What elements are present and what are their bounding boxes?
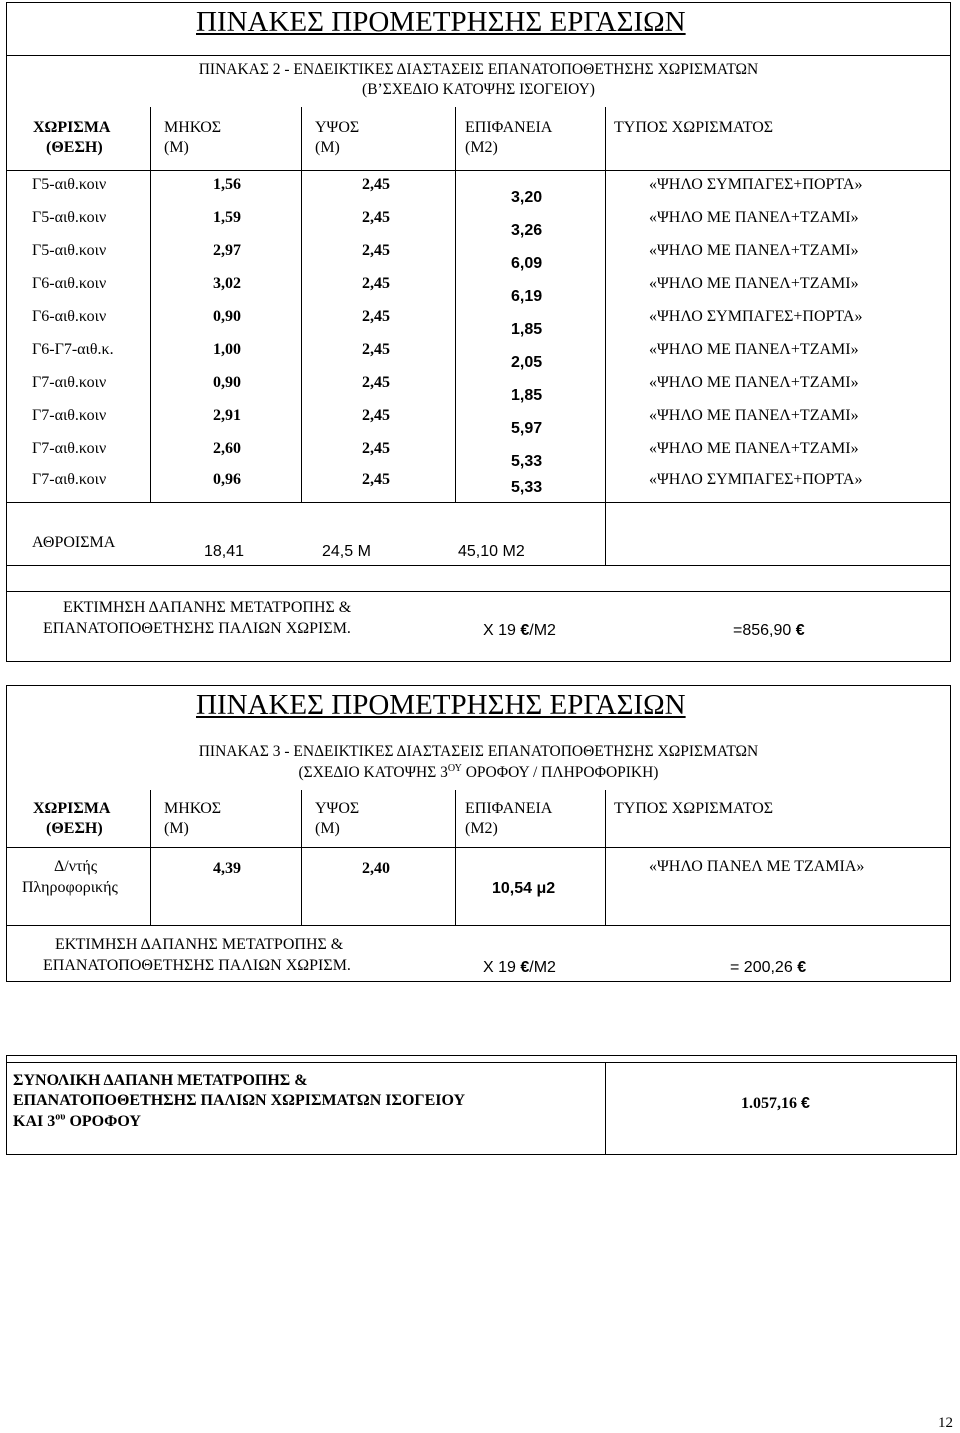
table2-row-9-type: «ΨΗΛΟ ΜΕ ΠΑΝΕΛ+ΤΖΑΜΙ»: [649, 440, 859, 457]
table2-row-6-length: 1,00: [213, 341, 241, 358]
table2-subtitle-2: (Β’ΣΧΕΔΙΟ ΚΑΤΟΨΗΣ ΙΣΟΓΕΙΟΥ): [362, 81, 595, 98]
table2-row-7-length: 0,90: [213, 374, 241, 391]
table2-row-8-length: 2,91: [213, 407, 241, 424]
table2-sum-divider: [6, 565, 951, 566]
page-number: 12: [938, 1415, 953, 1431]
table3-row-length: 4,39: [213, 860, 241, 877]
table2-row-9-height: 2,45: [362, 440, 390, 457]
table3-header-area-1: ΕΠΙΦΑΝΕΙΑ: [465, 800, 553, 817]
table2-header-length-2: (Μ): [164, 139, 189, 156]
summary-col-divider: [605, 1062, 606, 1155]
table2-header-position-1: ΧΩΡΙΣΜΑ: [33, 119, 111, 136]
table2-row-4-position: Γ6-αιθ.κοιν: [32, 275, 107, 292]
table2-row-3-type: «ΨΗΛΟ ΜΕ ΠΑΝΕΛ+ΤΖΑΜΙ»: [649, 242, 859, 259]
table2-row-3-position: Γ5-αιθ.κοιν: [32, 242, 107, 259]
table3-row-position-2: Πληροφορικής: [22, 879, 118, 896]
table2-col-divider-4: [605, 107, 606, 502]
table3-estimate-line-2: ΕΠΑΝΑΤΟΠΟΘΕΤΗΣΗΣ ΠΑΛΙΩΝ ΧΩΡΙΣΜ.: [43, 957, 351, 974]
table2-row-1-type: «ΨΗΛΟ ΣΥΜΠΑΓΕΣ+ΠΟΡΤΑ»: [649, 176, 863, 193]
table2-header-height-2: (Μ): [315, 139, 340, 156]
table2-header-area-1: ΕΠΙΦΑΝΕΙΑ: [465, 119, 553, 136]
table2-row-5-height: 2,45: [362, 308, 390, 325]
table2-title-divider: [6, 55, 951, 56]
table2-row-6-position: Γ6-Γ7-αιθ.κ.: [32, 341, 114, 358]
table2-row-9-position: Γ7-αιθ.κοιν: [32, 440, 107, 457]
table2-row-3-area: 6,09: [511, 255, 543, 272]
table3-estimate-line-1: ΕΚΤΙΜΗΣΗ ΔΑΠΑΝΗΣ ΜΕΤΑΤΡΟΠΗΣ &: [55, 936, 344, 953]
summary-line-2: ΕΠΑΝΑΤΟΠΟΘΕΤΗΣΗΣ ΠΑΛΙΩΝ ΧΩΡΙΣΜΑΤΩΝ ΙΣΟΓΕΙΟΥ: [13, 1092, 466, 1109]
table3-header-divider: [6, 847, 951, 848]
table2-sum-height: 24,5 Μ: [322, 543, 371, 560]
table2-row-1-height: 2,45: [362, 176, 390, 193]
table2-sum-length: 18,41: [204, 543, 245, 560]
table3-col-divider-4: [605, 790, 606, 925]
table2-row-2-type: «ΨΗΛΟ ΜΕ ΠΑΝΕΛ+ΤΖΑΜΙ»: [649, 209, 859, 226]
table3-row-end-divider: [6, 925, 951, 926]
table2-subtitle-1: ΠΙΝΑΚΑΣ 2 - ΕΝΔΕΙΚΤΙΚΕΣ ΔΙΑΣΤΑΣΕΙΣ ΕΠΑΝΑΤΟΠΟΘΕΤΗΣΗΣ ΧΩΡΙΣΜΑΤΩΝ: [198, 61, 759, 78]
table2-row-5-length: 0,90: [213, 308, 241, 325]
table3-row-area: 10,54 μ2: [492, 880, 556, 897]
table3-title: ΠΙΝΑΚΕΣ ΠΡΟΜΕΤΡΗΣΗΣ ΕΡΓΑΣΙΩΝ: [196, 689, 686, 721]
table2-row-6-type: «ΨΗΛΟ ΜΕ ΠΑΝΕΛ+ΤΖΑΜΙ»: [649, 341, 859, 358]
table2-sum-divider-v: [605, 502, 606, 565]
table3-row-type: «ΨΗΛΟ ΠΑΝΕΛ ΜΕ ΤΖΑΜΙΑ»: [649, 858, 865, 875]
table2-row-3-length: 2,97: [213, 242, 241, 259]
table3-header-height-2: (Μ): [315, 820, 340, 837]
table2-header-height-1: ΥΨΟΣ: [315, 119, 360, 136]
table3-unit-price: Χ 19 €/Μ2: [483, 959, 556, 976]
table2-title: ΠΙΝΑΚΕΣ ΠΡΟΜΕΤΡΗΣΗΣ ΕΡΓΑΣΙΩΝ: [196, 6, 686, 38]
table2-row-2-position: Γ5-αιθ.κοιν: [32, 209, 107, 226]
table3-header-area-2: (Μ2): [465, 820, 498, 837]
summary-amount: 1.057,16 €: [741, 1095, 810, 1112]
table2-row-10-type: «ΨΗΛΟ ΣΥΜΠΑΓΕΣ+ΠΟΡΤΑ»: [649, 471, 863, 488]
table3-col-divider-3: [455, 790, 456, 925]
table3-header-length-2: (Μ): [164, 820, 189, 837]
table2-header-position-2: (ΘΕΣΗ): [46, 139, 103, 156]
table3-total: = 200,26 €: [730, 959, 807, 976]
table2-row-4-type: «ΨΗΛΟ ΜΕ ΠΑΝΕΛ+ΤΖΑΜΙ»: [649, 275, 859, 292]
table2-unit-price: Χ 19 €/Μ2: [483, 622, 556, 639]
table2-col-divider-2: [301, 107, 302, 502]
table3-subtitle-2: (ΣΧΕΔΙΟ ΚΑΤΟΨΗΣ $3^{O\Upsilon}$ ΟΡΟΦΟΥ / ΠΛΗΡΟΦΟΡΙΚΗ): [298, 762, 659, 781]
table2-header-area-2: (Μ2): [465, 139, 498, 156]
table2-row-4-length: 3,02: [213, 275, 241, 292]
table2-row-10-position: Γ7-αιθ.κοιν: [32, 471, 107, 488]
table2-sum-area: 45,10 Μ2: [458, 543, 525, 560]
table2-header-divider: [6, 170, 951, 171]
table3-header-type: ΤΥΠΟΣ ΧΩΡΙΣΜΑΤΟΣ: [614, 800, 774, 817]
table2-row-4-area: 6,19: [511, 288, 543, 305]
table2-row-1-length: 1,56: [213, 176, 241, 193]
table3-row-position-1: Δ/ντής: [54, 858, 98, 875]
table2-frame: [6, 2, 951, 662]
table2-row-10-area: 5,33: [511, 479, 543, 496]
table3-header-height-1: ΥΨΟΣ: [315, 800, 360, 817]
table2-row-6-area: 2,05: [511, 354, 543, 371]
table2-row-7-area: 1,85: [511, 387, 543, 404]
table2-row-8-type: «ΨΗΛΟ ΜΕ ΠΑΝΕΛ+ΤΖΑΜΙ»: [649, 407, 859, 424]
table2-row-9-length: 2,60: [213, 440, 241, 457]
table2-row-8-area: 5,97: [511, 420, 543, 437]
table2-row-6-height: 2,45: [362, 341, 390, 358]
table2-estimate-line-2: ΕΠΑΝΑΤΟΠΟΘΕΤΗΣΗΣ ΠΑΛΙΩΝ ΧΩΡΙΣΜ.: [43, 620, 351, 637]
table2-row-5-position: Γ6-αιθ.κοιν: [32, 308, 107, 325]
table2-col-divider-3: [455, 107, 456, 502]
table2-row-4-height: 2,45: [362, 275, 390, 292]
table2-estimate-line-1: ΕΚΤΙΜΗΣΗ ΔΑΠΑΝΗΣ ΜΕΤΑΤΡΟΠΗΣ &: [63, 599, 352, 616]
table2-header-length-1: ΜΗΚΟΣ: [164, 119, 222, 136]
table2-row-3-height: 2,45: [362, 242, 390, 259]
table2-row-2-length: 1,59: [213, 209, 241, 226]
table2-row-7-height: 2,45: [362, 374, 390, 391]
table2-row-10-height: 2,45: [362, 471, 390, 488]
summary-line-3: ΚΑΙ $3^{o\upsilon}$ ΟΡΟΦΟΥ: [13, 1111, 141, 1130]
table2-total: =856,90 €: [733, 622, 805, 639]
table2-row-1-area: 3,20: [511, 189, 543, 206]
table3-row-height: 2,40: [362, 860, 390, 877]
table2-rows-end-divider: [6, 502, 951, 503]
table2-row-7-type: «ΨΗΛΟ ΜΕ ΠΑΝΕΛ+ΤΖΑΜΙ»: [649, 374, 859, 391]
table2-row-5-area: 1,85: [511, 321, 543, 338]
table3-header-position-2: (ΘΕΣΗ): [46, 820, 103, 837]
table2-row-2-area: 3,26: [511, 222, 543, 239]
summary-top-divider: [6, 1062, 957, 1063]
table2-row-9-area: 5,33: [511, 453, 543, 470]
table2-row-2-height: 2,45: [362, 209, 390, 226]
table3-col-divider-2: [301, 790, 302, 925]
table2-col-divider-1: [150, 107, 151, 502]
table3-col-divider-1: [150, 790, 151, 925]
table2-row-10-length: 0,96: [213, 471, 241, 488]
table3-header-length-1: ΜΗΚΟΣ: [164, 800, 222, 817]
table3-subtitle-1: ΠΙΝΑΚΑΣ 3 - ΕΝΔΕΙΚΤΙΚΕΣ ΔΙΑΣΤΑΣΕΙΣ ΕΠΑΝΑΤΟΠΟΘΕΤΗΣΗΣ ΧΩΡΙΣΜΑΤΩΝ: [198, 743, 759, 760]
table2-spacer-divider: [6, 591, 951, 592]
table2-row-5-type: «ΨΗΛΟ ΣΥΜΠΑΓΕΣ+ΠΟΡΤΑ»: [649, 308, 863, 325]
table2-header-type: ΤΥΠΟΣ ΧΩΡΙΣΜΑΤΟΣ: [614, 119, 774, 136]
table2-row-8-position: Γ7-αιθ.κοιν: [32, 407, 107, 424]
table2-row-7-position: Γ7-αιθ.κοιν: [32, 374, 107, 391]
table2-row-8-height: 2,45: [362, 407, 390, 424]
table2-sum-label: ΑΘΡΟΙΣΜΑ: [32, 534, 116, 551]
table3-header-position-1: ΧΩΡΙΣΜΑ: [33, 800, 111, 817]
table2-row-1-position: Γ5-αιθ.κοιν: [32, 176, 107, 193]
summary-line-1: ΣΥΝΟΛΙΚΗ ΔΑΠΑΝΗ ΜΕΤΑΤΡΟΠΗΣ &: [13, 1072, 308, 1089]
